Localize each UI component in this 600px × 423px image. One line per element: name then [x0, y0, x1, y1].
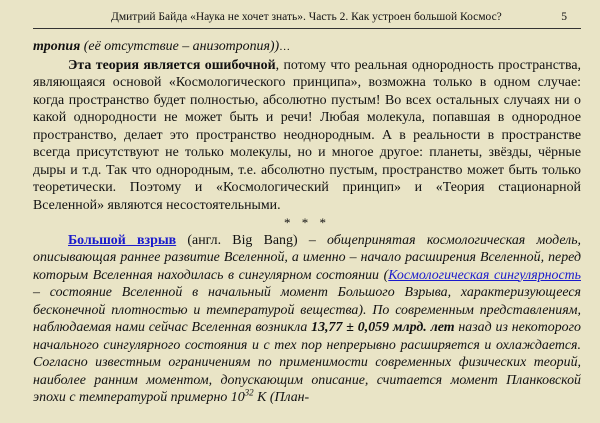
paragraph-theory-error: [33, 57, 581, 215]
paragraph-body: , потому что реальная однородность пространства, являющаяся основой «Космологического принципа», возможна только в одном случае: когда пространство будет полностью, абсолютно пустым! Во всех остальных случаях ни о какой однородности не может быть и речи! Любая молекула, попавшая в однородное пространство, делает это пространство неоднородным. А в реальности в пространстве всегда присутствуют не только молекулы, но и многое другое: планеты, звёзды, чёрные дыры и т.д. Так что однородным, т.е. абсолютно пустым, пространство может быть только теоретически. Поэтому и «Космологический принцип» и «Теория стационарной Вселенной» являются несостоятельными.: [33, 57, 581, 213]
definition-text-2: – состояние Вселенной в начальный момент Большого Взрыва, характеризующееся бесконечной плотностью и температурой вещества). По современным представлениям, наблюдаемая нами сейчас Вселенная возникла: [33, 285, 581, 335]
header-rule: [33, 28, 581, 29]
exponent: 32: [244, 387, 254, 398]
ellipsis: …: [279, 41, 291, 53]
big-bang-link[interactable]: Большой взрыв: [68, 232, 177, 248]
section-separator: * * *: [284, 215, 330, 230]
universe-age: 13,77 ± 0,059 млрд. лет: [311, 320, 455, 335]
definition-text-3: назад из некоторого начального сингулярного состояния и с тех пор непрерывно расширяется и охлаждается. Согласно известным ограничениям по применимости современных физических теорий, наиболее ранним моментом, допускающим описание, считается момент Планковской эпохи с температурой примерно 10: [33, 320, 581, 405]
body-text: [33, 38, 581, 407]
paragraph-big-bang: [33, 232, 581, 407]
page-number: 5: [561, 11, 567, 23]
document-page: [33, 0, 581, 423]
singularity-link[interactable]: Космологическая сингулярность: [388, 267, 581, 283]
paragraph-continuation: [33, 38, 581, 57]
definition-text-4: К (План-: [253, 390, 310, 405]
bold-word: тропия: [33, 39, 81, 54]
header-title: Дмитрий Байда «Наука не хочет знать». Часть 2. Как устроен большой Космос?: [111, 11, 502, 23]
english-term: (англ. Big Bang) –: [176, 232, 328, 248]
anisotropy-note: (её отсутствие – анизотропия)): [80, 39, 280, 54]
bold-lead: Эта теория является ошибочной: [68, 57, 276, 73]
definition-text-1: общепринятая космологическая модель, описывающая раннее развитие Вселенной, а именно – начало расширения Вселенной, перед которым Вселенная находилась в сингулярном состоянии (: [33, 232, 581, 283]
